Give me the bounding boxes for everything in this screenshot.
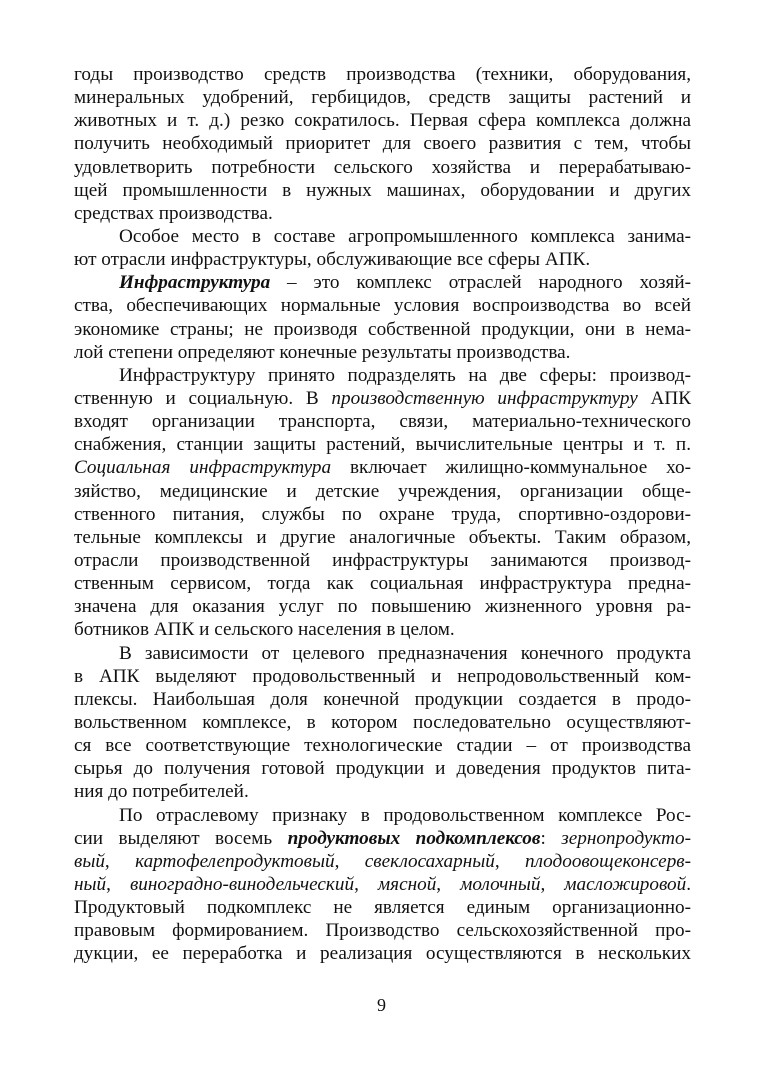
text-line: В зависимости от целевого предназначения конечного продукта — [119, 642, 691, 664]
text-line: животных и т. д.) резко сократилось. Первая сфера комплекса должна — [74, 110, 691, 132]
term-social-infrastructure: Социальная инфраструктура — [74, 457, 332, 479]
text-line: экономике страны; не производя собственной продукции, они в нема- — [74, 318, 691, 340]
text-line: удовлетворить потребности сельского хозяйства и перерабатываю- — [74, 156, 691, 178]
text-line: Продуктовый подкомплекс не является единым организационно- — [74, 897, 691, 919]
term-product-subcomplexes: продуктовых подкомплексов — [287, 827, 541, 849]
text-line: лой степени определяют конечные результаты производства. — [74, 341, 571, 363]
paragraph — [74, 364, 691, 642]
text-line: ства, обеспечивающих нормальные условия воспроизводства во всей — [74, 295, 691, 317]
text-line: ственную и социальную. В производственную инфраструктуру АПК — [74, 387, 691, 409]
paragraph — [74, 804, 691, 966]
text-line: годы производство средств производства (техники, оборудования, — [74, 64, 691, 85]
text-line: дукции, ее переработка и реализация осуществляются в нескольких — [74, 943, 691, 965]
text-line: ния до потребителей. — [74, 781, 249, 803]
paragraph — [74, 63, 691, 225]
text-line: вольственном комплексе, в котором последовательно осуществляют- — [74, 711, 691, 733]
text-line: Инфраструктура – это комплекс отраслей народного хозяй- — [119, 272, 691, 294]
text-line: сии выделяют восемь продуктовых подкомплексов: зернопродукто- — [74, 827, 691, 849]
text-line: Особое место в составе агропромышленного комплекса занима- — [119, 225, 691, 247]
text-line: ся все соответствующие технологические стадии – от производства — [74, 735, 691, 757]
text-line: получить необходимый приоритет для своего развития с тем, чтобы — [74, 133, 691, 155]
text-line: средствах производства. — [74, 202, 273, 224]
text-line: По отраслевому признаку в продовольственном комплексе Рос- — [119, 804, 691, 826]
paragraph — [74, 271, 691, 364]
text-line: ют отрасли инфраструктуры, обслуживающие все сферы АПК. — [74, 249, 591, 271]
text-line: ственного питания, службы по охране труда, спортивно-оздорови- — [74, 503, 691, 525]
term-infrastructure: Инфраструктура — [119, 272, 271, 294]
text-line: минеральных удобрений, гербицидов, средств защиты растений и — [74, 87, 691, 109]
text-line: отрасли производственной инфраструктуры занимаются производ- — [74, 549, 691, 571]
text-line: значена для оказания услуг по повышению жизненного уровня ра- — [74, 596, 691, 618]
text-line: вый, картофелепродуктовый, свеклосахарный, плодоовощеконсерв- — [74, 850, 692, 872]
text-line: тельные комплексы и другие аналогичные объекты. Таким образом, — [74, 526, 691, 548]
text-line: ботников АПК и сельского населения в целом. — [74, 619, 455, 641]
text-line: Социальная инфраструктура включает жилищно-коммунальное хо- — [74, 457, 692, 479]
text-line: щей промышленности в нужных машинах, оборудовании и других — [74, 179, 691, 201]
page-number: 9 — [377, 995, 386, 1015]
text-line: зяйство, медицинские и детские учреждения, организации обще- — [74, 480, 691, 502]
text-line: плексы. Наибольшая доля конечной продукции создается в продо- — [74, 688, 691, 710]
text-line: правовым формированием. Производство сельскохозяйственной про- — [74, 920, 691, 942]
text-line: сырья до получения готовой продукции и доведения продуктов пита- — [74, 758, 691, 780]
paragraph — [74, 225, 691, 271]
text-line: ный, виноградно-винодельческий, мясной, молочный, масложировой. — [74, 873, 692, 895]
text-line: снабжения, станции защиты растений, вычислительные центры и т. п. — [74, 434, 691, 456]
term-production-infrastructure: производственную инфраструктуру — [331, 387, 638, 409]
text-line: в АПК выделяют продовольственный и непродовольственный ком- — [74, 665, 691, 687]
text-line: входят организации транспорта, связи, материально-технического — [74, 411, 691, 433]
text-line: ственным сервисом, тогда как социальная инфраструктура предна- — [74, 573, 691, 595]
text-line: Инфраструктуру принято подразделять на две сферы: производ- — [119, 364, 691, 386]
paragraph — [74, 642, 691, 804]
